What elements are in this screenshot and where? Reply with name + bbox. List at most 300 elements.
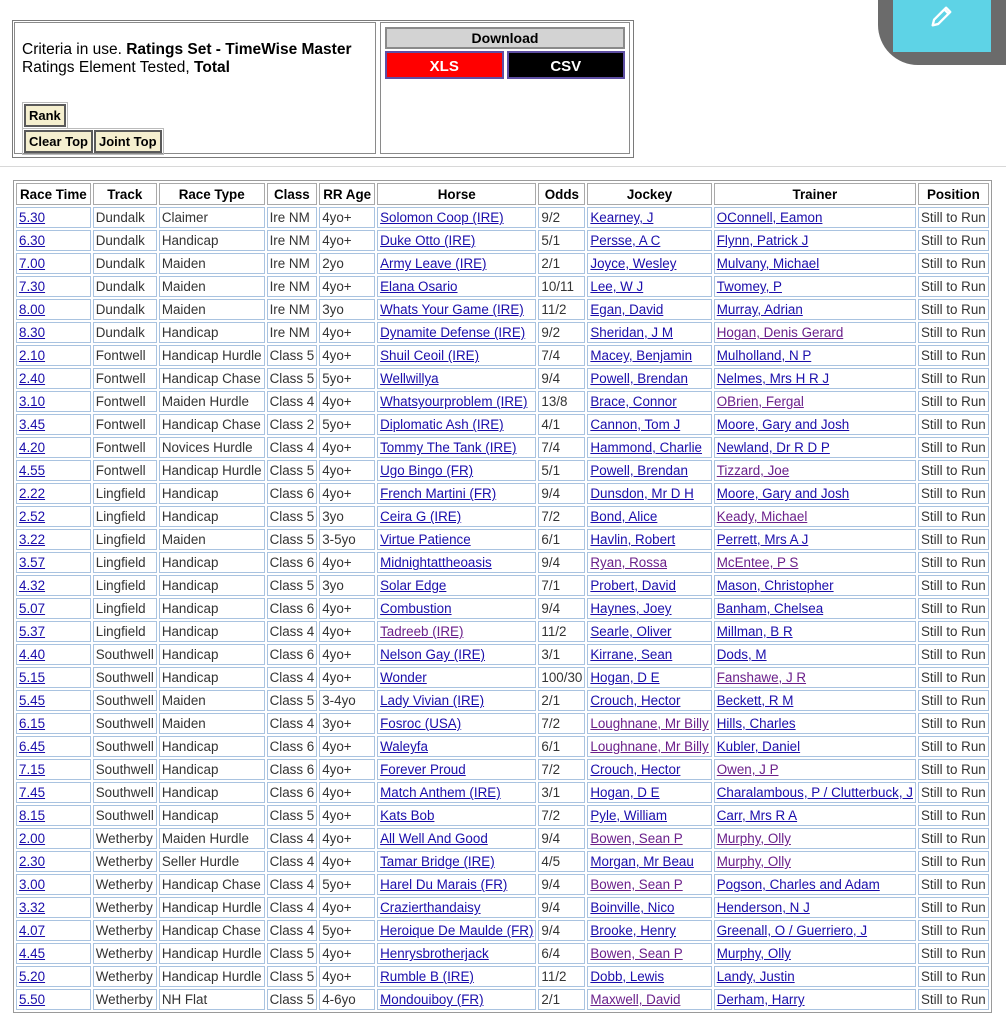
cell-odds: 7/4 bbox=[538, 345, 585, 366]
cell-position: Still to Run bbox=[918, 575, 989, 596]
cell-horse bbox=[377, 230, 536, 251]
cell-odds: 11/2 bbox=[538, 299, 585, 320]
trainer-link[interactable]: Mulholland, N P bbox=[716, 348, 812, 363]
jockey-link[interactable]: Powell, Brendan bbox=[590, 463, 688, 478]
criteria-prefix: Criteria in use. bbox=[22, 41, 127, 58]
cell-race-type: Handicap bbox=[159, 598, 265, 619]
cell-jockey bbox=[587, 552, 711, 573]
cell-class: Class 5 bbox=[267, 805, 318, 826]
race-time-link[interactable]: 4.55 bbox=[19, 463, 46, 478]
horse-link[interactable]: Ugo Bingo (FR) bbox=[380, 463, 474, 478]
cell-race-type: Maiden bbox=[159, 276, 265, 297]
cell-class: Class 4 bbox=[267, 920, 318, 941]
table-row bbox=[16, 598, 989, 619]
jockey-link[interactable]: Bowen, Sean P bbox=[590, 877, 683, 892]
cell-jockey bbox=[587, 644, 711, 665]
race-time-link[interactable]: 4.32 bbox=[19, 578, 46, 593]
race-time-link[interactable]: 5.20 bbox=[19, 969, 46, 984]
trainer-link[interactable]: Kubler, Daniel bbox=[716, 739, 801, 754]
cell-race-time bbox=[16, 667, 91, 688]
race-time-link[interactable]: 7.15 bbox=[19, 762, 46, 777]
jockey-link[interactable]: Crouch, Hector bbox=[590, 693, 681, 708]
race-time-link[interactable]: 4.45 bbox=[19, 946, 46, 961]
cell-jockey bbox=[587, 506, 711, 527]
horse-link[interactable]: Solar Edge bbox=[380, 578, 447, 593]
jockey-link[interactable]: Havlin, Robert bbox=[590, 532, 676, 547]
cell-class: Class 6 bbox=[267, 759, 318, 780]
horse-link[interactable]: Rumble B (IRE) bbox=[380, 969, 474, 984]
element-prefix: Ratings Element Tested, bbox=[22, 59, 195, 76]
horse-link[interactable]: Crazierthandaisy bbox=[380, 900, 481, 915]
cell-rr-age: 4yo+ bbox=[319, 437, 375, 458]
horse-link[interactable]: Fosroc (USA) bbox=[380, 716, 462, 731]
trainer-link[interactable]: Flynn, Patrick J bbox=[716, 233, 809, 248]
cell-horse bbox=[377, 966, 536, 987]
trainer-link[interactable]: Derham, Harry bbox=[716, 992, 805, 1007]
race-time-link[interactable]: 4.20 bbox=[19, 440, 46, 455]
cell-race-type: Maiden Hurdle bbox=[159, 391, 265, 412]
cell-position: Still to Run bbox=[918, 874, 989, 895]
cell-trainer bbox=[714, 943, 916, 964]
jockey-link[interactable]: Lee, W J bbox=[590, 279, 644, 294]
horse-link[interactable]: Duke Otto (IRE) bbox=[380, 233, 476, 248]
horse-link[interactable]: Henrysbrotherjack bbox=[380, 946, 489, 961]
cell-class: Class 6 bbox=[267, 644, 318, 665]
trainer-link[interactable]: Henderson, N J bbox=[716, 900, 810, 915]
cell-track: Fontwell bbox=[93, 460, 157, 481]
jockey-link[interactable]: Ryan, Rossa bbox=[590, 555, 668, 570]
trainer-link[interactable]: Nelmes, Mrs H R J bbox=[716, 371, 830, 386]
col-header-jockey: Jockey bbox=[587, 183, 711, 205]
horse-link[interactable]: Tadreeb (IRE) bbox=[380, 624, 464, 639]
cell-jockey bbox=[587, 529, 711, 550]
cell-race-type: Handicap Hurdle bbox=[159, 966, 265, 987]
jockey-link[interactable]: Hammond, Charlie bbox=[590, 440, 703, 455]
cell-position: Still to Run bbox=[918, 851, 989, 872]
jockey-link[interactable]: Macey, Benjamin bbox=[590, 348, 693, 363]
cell-jockey bbox=[587, 598, 711, 619]
cell-trainer bbox=[714, 828, 916, 849]
horse-link[interactable]: Harel Du Marais (FR) bbox=[380, 877, 508, 892]
race-time-link[interactable]: 8.00 bbox=[19, 302, 46, 317]
cell-race-type: Handicap bbox=[159, 644, 265, 665]
cell-race-time bbox=[16, 759, 91, 780]
race-time-link[interactable]: 5.15 bbox=[19, 670, 46, 685]
trainer-link[interactable]: Dods, M bbox=[716, 647, 767, 662]
horse-link[interactable]: Match Anthem (IRE) bbox=[380, 785, 501, 800]
race-time-link[interactable]: 7.30 bbox=[19, 279, 46, 294]
jockey-link[interactable]: Pyle, William bbox=[590, 808, 668, 823]
table-row bbox=[16, 621, 989, 642]
horse-link[interactable]: Tommy The Tank (IRE) bbox=[380, 440, 517, 455]
trainer-link[interactable]: OConnell, Eamon bbox=[716, 210, 823, 225]
race-time-link[interactable]: 4.07 bbox=[19, 923, 46, 938]
table-row bbox=[16, 782, 989, 803]
joint-top-button[interactable]: Joint Top bbox=[94, 130, 162, 153]
jockey-link[interactable]: Loughnane, Mr Billy bbox=[590, 739, 709, 754]
horse-link[interactable]: Wellwillya bbox=[380, 371, 439, 386]
cell-track: Fontwell bbox=[93, 414, 157, 435]
horse-link[interactable]: Waleyfa bbox=[380, 739, 428, 754]
race-time-link[interactable]: 2.30 bbox=[19, 854, 46, 869]
cell-track: Southwell bbox=[93, 713, 157, 734]
trainer-link[interactable]: Mulvany, Michael bbox=[716, 256, 820, 271]
cell-jockey bbox=[587, 368, 711, 389]
cell-horse bbox=[377, 805, 536, 826]
horse-link[interactable]: Elana Osario bbox=[380, 279, 458, 294]
horse-link[interactable]: Whatsyourproblem (IRE) bbox=[380, 394, 528, 409]
cell-race-time bbox=[16, 322, 91, 343]
cell-jockey bbox=[587, 322, 711, 343]
jockey-link[interactable]: Powell, Brendan bbox=[590, 371, 688, 386]
trainer-link[interactable]: Mason, Christopher bbox=[716, 578, 834, 593]
horse-link[interactable]: Virtue Patience bbox=[380, 532, 471, 547]
trainer-link[interactable]: OBrien, Fergal bbox=[716, 394, 804, 409]
cell-race-time bbox=[16, 713, 91, 734]
trainer-link[interactable]: Newland, Dr R D P bbox=[716, 440, 830, 455]
cell-class: Class 5 bbox=[267, 345, 318, 366]
cell-odds: 10/11 bbox=[538, 276, 585, 297]
xls-download-button[interactable]: XLS bbox=[385, 51, 504, 79]
trainer-link[interactable]: Murphy, Olly bbox=[716, 854, 791, 869]
trainer-link[interactable]: Landy, Justin bbox=[716, 969, 795, 984]
table-row bbox=[16, 345, 989, 366]
cell-race-time bbox=[16, 299, 91, 320]
horse-link[interactable]: Kats Bob bbox=[380, 808, 435, 823]
race-time-link[interactable]: 5.50 bbox=[19, 992, 46, 1007]
jockey-link[interactable]: Brooke, Henry bbox=[590, 923, 676, 938]
cell-class: Ire NM bbox=[267, 207, 318, 228]
trainer-link[interactable]: Hills, Charles bbox=[716, 716, 796, 731]
cell-trainer bbox=[714, 322, 916, 343]
download-title: Download bbox=[385, 27, 625, 49]
cell-position: Still to Run bbox=[918, 644, 989, 665]
cell-class: Class 5 bbox=[267, 989, 318, 1010]
cell-jockey bbox=[587, 207, 711, 228]
cell-rr-age: 5yo+ bbox=[319, 874, 375, 895]
cell-jockey bbox=[587, 230, 711, 251]
race-time-link[interactable]: 8.15 bbox=[19, 808, 46, 823]
jockey-link[interactable]: Hogan, D E bbox=[590, 785, 660, 800]
race-time-link[interactable]: 7.00 bbox=[19, 256, 46, 271]
cell-position: Still to Run bbox=[918, 920, 989, 941]
cell-jockey bbox=[587, 276, 711, 297]
cell-race-time bbox=[16, 460, 91, 481]
cell-class: Class 4 bbox=[267, 667, 318, 688]
trainer-link[interactable]: Charalambous, P / Clutterbuck, J bbox=[716, 785, 913, 800]
edit-fab-button[interactable] bbox=[893, 0, 991, 52]
cell-rr-age: 3yo bbox=[319, 575, 375, 596]
horse-link[interactable]: French Martini (FR) bbox=[380, 486, 497, 501]
cell-class: Class 5 bbox=[267, 368, 318, 389]
cell-rr-age: 4yo+ bbox=[319, 483, 375, 504]
table-row bbox=[16, 529, 989, 550]
trainer-link[interactable]: Murray, Adrian bbox=[716, 302, 803, 317]
cell-rr-age: 2yo bbox=[319, 253, 375, 274]
horse-link[interactable]: All Well And Good bbox=[380, 831, 488, 846]
horse-link[interactable]: Combustion bbox=[380, 601, 452, 616]
trainer-link[interactable]: Moore, Gary and Josh bbox=[716, 486, 850, 501]
cell-odds: 13/8 bbox=[538, 391, 585, 412]
horse-link[interactable]: Wonder bbox=[380, 670, 427, 685]
col-header-rr-age: RR Age bbox=[319, 183, 375, 205]
cell-track: Lingfield bbox=[93, 483, 157, 504]
race-time-link[interactable]: 3.00 bbox=[19, 877, 46, 892]
cell-track: Southwell bbox=[93, 805, 157, 826]
rank-button[interactable]: Rank bbox=[24, 104, 66, 127]
jockey-link[interactable]: Joyce, Wesley bbox=[590, 256, 677, 271]
jockey-link[interactable]: Loughnane, Mr Billy bbox=[590, 716, 709, 731]
jockey-link[interactable]: Persse, A C bbox=[590, 233, 661, 248]
cell-horse bbox=[377, 598, 536, 619]
table-row bbox=[16, 322, 989, 343]
cell-horse bbox=[377, 920, 536, 941]
cell-trainer bbox=[714, 207, 916, 228]
cell-position: Still to Run bbox=[918, 897, 989, 918]
trainer-link[interactable]: Carr, Mrs R A bbox=[716, 808, 798, 823]
table-row bbox=[16, 966, 989, 987]
race-time-link[interactable]: 4.40 bbox=[19, 647, 46, 662]
cell-race-type: Handicap Hurdle bbox=[159, 943, 265, 964]
cell-race-time bbox=[16, 874, 91, 895]
cell-trainer bbox=[714, 253, 916, 274]
horse-link[interactable]: Midnightattheoasis bbox=[380, 555, 492, 570]
jockey-link[interactable]: Bowen, Sean P bbox=[590, 831, 683, 846]
cell-odds: 6/4 bbox=[538, 943, 585, 964]
cell-track: Wetherby bbox=[93, 851, 157, 872]
jockey-link[interactable]: Haynes, Joey bbox=[590, 601, 672, 616]
cell-position: Still to Run bbox=[918, 207, 989, 228]
jockey-link[interactable]: Cannon, Tom J bbox=[590, 417, 681, 432]
top-controls bbox=[22, 128, 164, 155]
horse-link[interactable]: Nelson Gay (IRE) bbox=[380, 647, 486, 662]
cell-class: Class 6 bbox=[267, 782, 318, 803]
jockey-link[interactable]: Hogan, D E bbox=[590, 670, 660, 685]
table-row bbox=[16, 414, 989, 435]
horse-link[interactable]: Ceira G (IRE) bbox=[380, 509, 462, 524]
race-time-link[interactable]: 5.45 bbox=[19, 693, 46, 708]
ratings-element: Total bbox=[194, 59, 230, 76]
cell-race-time bbox=[16, 736, 91, 757]
race-time-link[interactable]: 7.45 bbox=[19, 785, 46, 800]
cell-jockey bbox=[587, 437, 711, 458]
jockey-link[interactable]: Dobb, Lewis bbox=[590, 969, 665, 984]
race-time-link[interactable]: 2.40 bbox=[19, 371, 46, 386]
trainer-link[interactable]: Fanshawe, J R bbox=[716, 670, 807, 685]
race-time-link[interactable]: 2.52 bbox=[19, 509, 46, 524]
cell-trainer bbox=[714, 506, 916, 527]
trainer-link[interactable]: McEntee, P S bbox=[716, 555, 799, 570]
cell-position: Still to Run bbox=[918, 828, 989, 849]
cell-race-time bbox=[16, 529, 91, 550]
cell-track: Dundalk bbox=[93, 276, 157, 297]
trainer-link[interactable]: Tizzard, Joe bbox=[716, 463, 790, 478]
col-header-race-time: Race Time bbox=[16, 183, 91, 205]
cell-horse bbox=[377, 483, 536, 504]
race-time-link[interactable]: 5.07 bbox=[19, 601, 46, 616]
cell-race-type: Maiden bbox=[159, 690, 265, 711]
table-row bbox=[16, 276, 989, 297]
clear-top-button[interactable]: Clear Top bbox=[24, 130, 93, 153]
cell-trainer bbox=[714, 460, 916, 481]
cell-jockey bbox=[587, 253, 711, 274]
cell-class: Class 5 bbox=[267, 529, 318, 550]
horse-link[interactable]: Army Leave (IRE) bbox=[380, 256, 487, 271]
cell-odds: 9/4 bbox=[538, 483, 585, 504]
cell-rr-age: 4yo+ bbox=[319, 759, 375, 780]
cell-odds: 7/2 bbox=[538, 759, 585, 780]
race-time-link[interactable]: 8.30 bbox=[19, 325, 46, 340]
horse-link[interactable]: Diplomatic Ash (IRE) bbox=[380, 417, 504, 432]
horse-link[interactable]: Solomon Coop (IRE) bbox=[380, 210, 504, 225]
table-row bbox=[16, 230, 989, 251]
cell-class: Class 4 bbox=[267, 391, 318, 412]
cell-race-time bbox=[16, 391, 91, 412]
cell-jockey bbox=[587, 920, 711, 941]
cell-race-time bbox=[16, 506, 91, 527]
jockey-link[interactable]: Searle, Oliver bbox=[590, 624, 672, 639]
cell-trainer bbox=[714, 805, 916, 826]
cell-track: Lingfield bbox=[93, 552, 157, 573]
cell-position: Still to Run bbox=[918, 989, 989, 1010]
race-time-link[interactable]: 3.57 bbox=[19, 555, 46, 570]
table-row bbox=[16, 391, 989, 412]
cell-race-type: Handicap Chase bbox=[159, 920, 265, 941]
jockey-link[interactable]: Dunsdon, Mr D H bbox=[590, 486, 694, 501]
criteria-box bbox=[14, 22, 376, 154]
cell-trainer bbox=[714, 851, 916, 872]
jockey-link[interactable]: Maxwell, David bbox=[590, 992, 681, 1007]
cell-jockey bbox=[587, 621, 711, 642]
trainer-link[interactable]: Millman, B R bbox=[716, 624, 793, 639]
race-time-link[interactable]: 2.00 bbox=[19, 831, 46, 846]
cell-race-type: Maiden bbox=[159, 529, 265, 550]
horse-link[interactable]: Heroique De Maulde (FR) bbox=[380, 923, 534, 938]
cell-horse bbox=[377, 368, 536, 389]
cell-position: Still to Run bbox=[918, 736, 989, 757]
cell-class: Ire NM bbox=[267, 322, 318, 343]
csv-download-button[interactable]: CSV bbox=[507, 51, 626, 79]
cell-rr-age: 4yo+ bbox=[319, 621, 375, 642]
cell-race-type: Handicap Hurdle bbox=[159, 460, 265, 481]
cell-race-time bbox=[16, 782, 91, 803]
race-time-link[interactable]: 6.15 bbox=[19, 716, 46, 731]
trainer-link[interactable]: Hogan, Denis Gerard bbox=[716, 325, 844, 340]
cell-odds: 100/30 bbox=[538, 667, 585, 688]
trainer-link[interactable]: Twomey, P bbox=[716, 279, 782, 294]
jockey-link[interactable]: Probert, David bbox=[590, 578, 676, 593]
table-row bbox=[16, 713, 989, 734]
race-time-link[interactable]: 3.22 bbox=[19, 532, 46, 547]
cell-race-time bbox=[16, 414, 91, 435]
race-time-link[interactable]: 5.30 bbox=[19, 210, 46, 225]
trainer-link[interactable]: Greenall, O / Guerriero, J bbox=[716, 923, 868, 938]
horse-link[interactable]: Tamar Bridge (IRE) bbox=[380, 854, 495, 869]
jockey-link[interactable]: Bowen, Sean P bbox=[590, 946, 683, 961]
cell-class: Ire NM bbox=[267, 299, 318, 320]
cell-class: Class 6 bbox=[267, 736, 318, 757]
cell-position: Still to Run bbox=[918, 943, 989, 964]
trainer-link[interactable]: Owen, J P bbox=[716, 762, 779, 777]
table-row bbox=[16, 552, 989, 573]
cell-rr-age: 4yo+ bbox=[319, 552, 375, 573]
trainer-link[interactable]: Keady, Michael bbox=[716, 509, 808, 524]
cell-jockey bbox=[587, 391, 711, 412]
horse-link[interactable]: Shuil Ceoil (IRE) bbox=[380, 348, 480, 363]
cell-horse bbox=[377, 621, 536, 642]
cell-race-time bbox=[16, 276, 91, 297]
race-time-link[interactable]: 5.37 bbox=[19, 624, 46, 639]
trainer-link[interactable]: Perrett, Mrs A J bbox=[716, 532, 809, 547]
trainer-link[interactable]: Moore, Gary and Josh bbox=[716, 417, 850, 432]
cell-horse bbox=[377, 437, 536, 458]
cell-race-time bbox=[16, 943, 91, 964]
table-row bbox=[16, 805, 989, 826]
race-time-link[interactable]: 6.45 bbox=[19, 739, 46, 754]
cell-odds: 7/2 bbox=[538, 506, 585, 527]
cell-race-type: Handicap bbox=[159, 782, 265, 803]
jockey-link[interactable]: Egan, David bbox=[590, 302, 664, 317]
race-time-link[interactable]: 3.45 bbox=[19, 417, 46, 432]
trainer-link[interactable]: Beckett, R M bbox=[716, 693, 794, 708]
cell-horse bbox=[377, 391, 536, 412]
trainer-link[interactable]: Pogson, Charles and Adam bbox=[716, 877, 880, 892]
cell-jockey bbox=[587, 874, 711, 895]
jockey-link[interactable]: Bond, Alice bbox=[590, 509, 658, 524]
horse-link[interactable]: Whats Your Game (IRE) bbox=[380, 302, 524, 317]
cell-rr-age: 4yo+ bbox=[319, 667, 375, 688]
cell-odds: 9/4 bbox=[538, 897, 585, 918]
cell-jockey bbox=[587, 690, 711, 711]
table-row bbox=[16, 736, 989, 757]
trainer-link[interactable]: Murphy, Olly bbox=[716, 946, 791, 961]
jockey-link[interactable]: Morgan, Mr Beau bbox=[590, 854, 694, 869]
jockey-link[interactable]: Brace, Connor bbox=[590, 394, 677, 409]
cell-class: Class 5 bbox=[267, 506, 318, 527]
cell-position: Still to Run bbox=[918, 667, 989, 688]
pencil-icon bbox=[928, 2, 956, 30]
table-row bbox=[16, 460, 989, 481]
table-row bbox=[16, 874, 989, 895]
race-time-link[interactable]: 2.10 bbox=[19, 348, 46, 363]
cell-race-time bbox=[16, 897, 91, 918]
trainer-link[interactable]: Murphy, Olly bbox=[716, 831, 791, 846]
cell-race-time bbox=[16, 989, 91, 1010]
race-time-link[interactable]: 3.32 bbox=[19, 900, 46, 915]
jockey-link[interactable]: Kirrane, Sean bbox=[590, 647, 673, 662]
cell-class: Ire NM bbox=[267, 276, 318, 297]
race-time-link[interactable]: 2.22 bbox=[19, 486, 46, 501]
jockey-link[interactable]: Boinville, Nico bbox=[590, 900, 675, 915]
horse-link[interactable]: Lady Vivian (IRE) bbox=[380, 693, 485, 708]
cell-race-type: Handicap bbox=[159, 230, 265, 251]
race-time-link[interactable]: 3.10 bbox=[19, 394, 46, 409]
table-row bbox=[16, 483, 989, 504]
jockey-link[interactable]: Sheridan, J M bbox=[590, 325, 673, 340]
cell-race-time bbox=[16, 437, 91, 458]
horse-link[interactable]: Dynamite Defense (IRE) bbox=[380, 325, 526, 340]
table-row bbox=[16, 644, 989, 665]
horse-link[interactable]: Forever Proud bbox=[380, 762, 466, 777]
cell-race-type: Maiden bbox=[159, 713, 265, 734]
jockey-link[interactable]: Kearney, J bbox=[590, 210, 654, 225]
horse-link[interactable]: Mondouiboy (FR) bbox=[380, 992, 484, 1007]
race-time-link[interactable]: 6.30 bbox=[19, 233, 46, 248]
jockey-link[interactable]: Crouch, Hector bbox=[590, 762, 681, 777]
trainer-link[interactable]: Banham, Chelsea bbox=[716, 601, 824, 616]
cell-odds: 9/4 bbox=[538, 828, 585, 849]
cell-odds: 6/1 bbox=[538, 529, 585, 550]
